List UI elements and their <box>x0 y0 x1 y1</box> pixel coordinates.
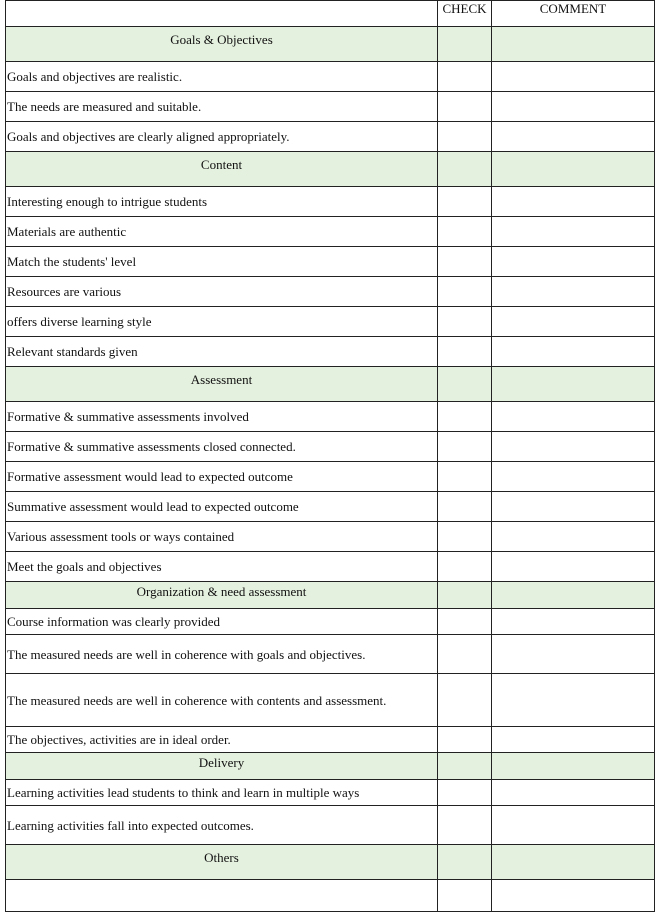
criterion-label: Goals and objectives are realistic. <box>6 62 438 92</box>
section-assessment <box>6 367 655 402</box>
check-cell[interactable] <box>438 462 492 492</box>
table-row <box>6 492 655 522</box>
checklist-table <box>5 0 655 912</box>
comment-cell[interactable] <box>492 462 655 492</box>
check-cell <box>438 367 492 402</box>
comment-cell[interactable] <box>492 609 655 635</box>
check-cell <box>438 582 492 609</box>
check-cell[interactable] <box>438 552 492 582</box>
comment-cell[interactable] <box>492 806 655 845</box>
check-cell[interactable] <box>438 247 492 277</box>
evaluation-checklist <box>5 0 654 912</box>
check-cell[interactable] <box>438 187 492 217</box>
criterion-label: Formative & summative assessments involved <box>6 402 438 432</box>
table-row <box>6 552 655 582</box>
table-row <box>6 522 655 552</box>
section-organization <box>6 582 655 609</box>
criterion-label: Meet the goals and objectives <box>6 552 438 582</box>
comment-cell[interactable] <box>492 187 655 217</box>
header-comment: COMMENT <box>492 1 655 27</box>
criterion-label: The measured needs are well in coherence with goals and objectives. <box>6 635 438 674</box>
criterion-label: Materials are authentic <box>6 217 438 247</box>
criterion-label: Goals and objectives are clearly aligned appropriately. <box>6 122 438 152</box>
comment-cell[interactable] <box>492 277 655 307</box>
criterion-label: The measured needs are well in coherence with contents and assessment. <box>6 674 438 727</box>
check-cell <box>438 27 492 62</box>
comment-cell[interactable] <box>492 92 655 122</box>
table-row <box>6 122 655 152</box>
section-others <box>6 845 655 880</box>
section-title: Assessment <box>6 367 438 402</box>
check-cell[interactable] <box>438 62 492 92</box>
table-row <box>6 337 655 367</box>
section-title: Organization & need assessment <box>6 582 438 609</box>
section-goals-objectives <box>6 27 655 62</box>
table-row <box>6 62 655 92</box>
criterion-label: The objectives, activities are in ideal order. <box>6 727 438 753</box>
comment-cell[interactable] <box>492 122 655 152</box>
table-row <box>6 462 655 492</box>
criterion-label: Course information was clearly provided <box>6 609 438 635</box>
comment-cell <box>492 152 655 187</box>
criterion-label: Summative assessment would lead to expected outcome <box>6 492 438 522</box>
comment-cell[interactable] <box>492 635 655 674</box>
table-row <box>6 217 655 247</box>
comment-cell <box>492 367 655 402</box>
comment-cell[interactable] <box>492 337 655 367</box>
section-title: Goals & Objectives <box>6 27 438 62</box>
check-cell[interactable] <box>438 122 492 152</box>
table-row <box>6 307 655 337</box>
check-cell[interactable] <box>438 674 492 727</box>
check-cell[interactable] <box>438 92 492 122</box>
table-row <box>6 402 655 432</box>
check-cell[interactable] <box>438 432 492 462</box>
comment-cell[interactable] <box>492 402 655 432</box>
comment-cell[interactable] <box>492 522 655 552</box>
check-cell[interactable] <box>438 806 492 845</box>
table-row <box>6 92 655 122</box>
table-row <box>6 674 655 727</box>
criterion-label: offers diverse learning style <box>6 307 438 337</box>
check-cell <box>438 845 492 880</box>
check-cell[interactable] <box>438 780 492 806</box>
table-row <box>6 780 655 806</box>
comment-cell[interactable] <box>492 492 655 522</box>
section-title: Delivery <box>6 753 438 780</box>
table-row <box>6 727 655 753</box>
criterion-label: Relevant standards given <box>6 337 438 367</box>
table-row <box>6 277 655 307</box>
header-row <box>6 1 655 27</box>
criterion-label: Interesting enough to intrigue students <box>6 187 438 217</box>
comment-cell[interactable] <box>492 217 655 247</box>
criterion-label: Learning activities lead students to think and learn in multiple ways <box>6 780 438 806</box>
table-row <box>6 432 655 462</box>
check-cell[interactable] <box>438 727 492 753</box>
comment-cell[interactable] <box>492 552 655 582</box>
section-title: Others <box>6 845 438 880</box>
criterion-label: Various assessment tools or ways contained <box>6 522 438 552</box>
header-check: CHECK <box>438 1 492 27</box>
check-cell[interactable] <box>438 217 492 247</box>
criterion-label: Formative & summative assessments closed connected. <box>6 432 438 462</box>
table-row <box>6 187 655 217</box>
check-cell[interactable] <box>438 307 492 337</box>
section-title: Content <box>6 152 438 187</box>
check-cell[interactable] <box>438 492 492 522</box>
comment-cell <box>492 753 655 780</box>
check-cell[interactable] <box>438 402 492 432</box>
comment-cell <box>492 27 655 62</box>
table-row <box>6 806 655 845</box>
check-cell[interactable] <box>438 522 492 552</box>
check-cell <box>438 753 492 780</box>
comment-cell[interactable] <box>492 432 655 462</box>
section-delivery <box>6 753 655 780</box>
comment-cell[interactable] <box>492 307 655 337</box>
criterion-label: The needs are measured and suitable. <box>6 92 438 122</box>
table-row <box>6 247 655 277</box>
check-cell <box>438 152 492 187</box>
comment-cell[interactable] <box>492 780 655 806</box>
comment-cell[interactable] <box>492 62 655 92</box>
criterion-label: Learning activities fall into expected outcomes. <box>6 806 438 845</box>
table-row <box>6 609 655 635</box>
comment-cell[interactable] <box>492 674 655 727</box>
comment-cell <box>492 582 655 609</box>
criterion-label: Match the students' level <box>6 247 438 277</box>
criterion-label: Resources are various <box>6 277 438 307</box>
header-item <box>6 1 438 27</box>
check-cell[interactable] <box>438 635 492 674</box>
criterion-label: Formative assessment would lead to expected outcome <box>6 462 438 492</box>
check-cell[interactable] <box>438 277 492 307</box>
comment-cell <box>492 845 655 880</box>
section-content <box>6 152 655 187</box>
comment-cell[interactable] <box>492 727 655 753</box>
check-cell[interactable] <box>438 337 492 367</box>
table-row <box>6 635 655 674</box>
check-cell[interactable] <box>438 609 492 635</box>
comment-cell[interactable] <box>492 247 655 277</box>
